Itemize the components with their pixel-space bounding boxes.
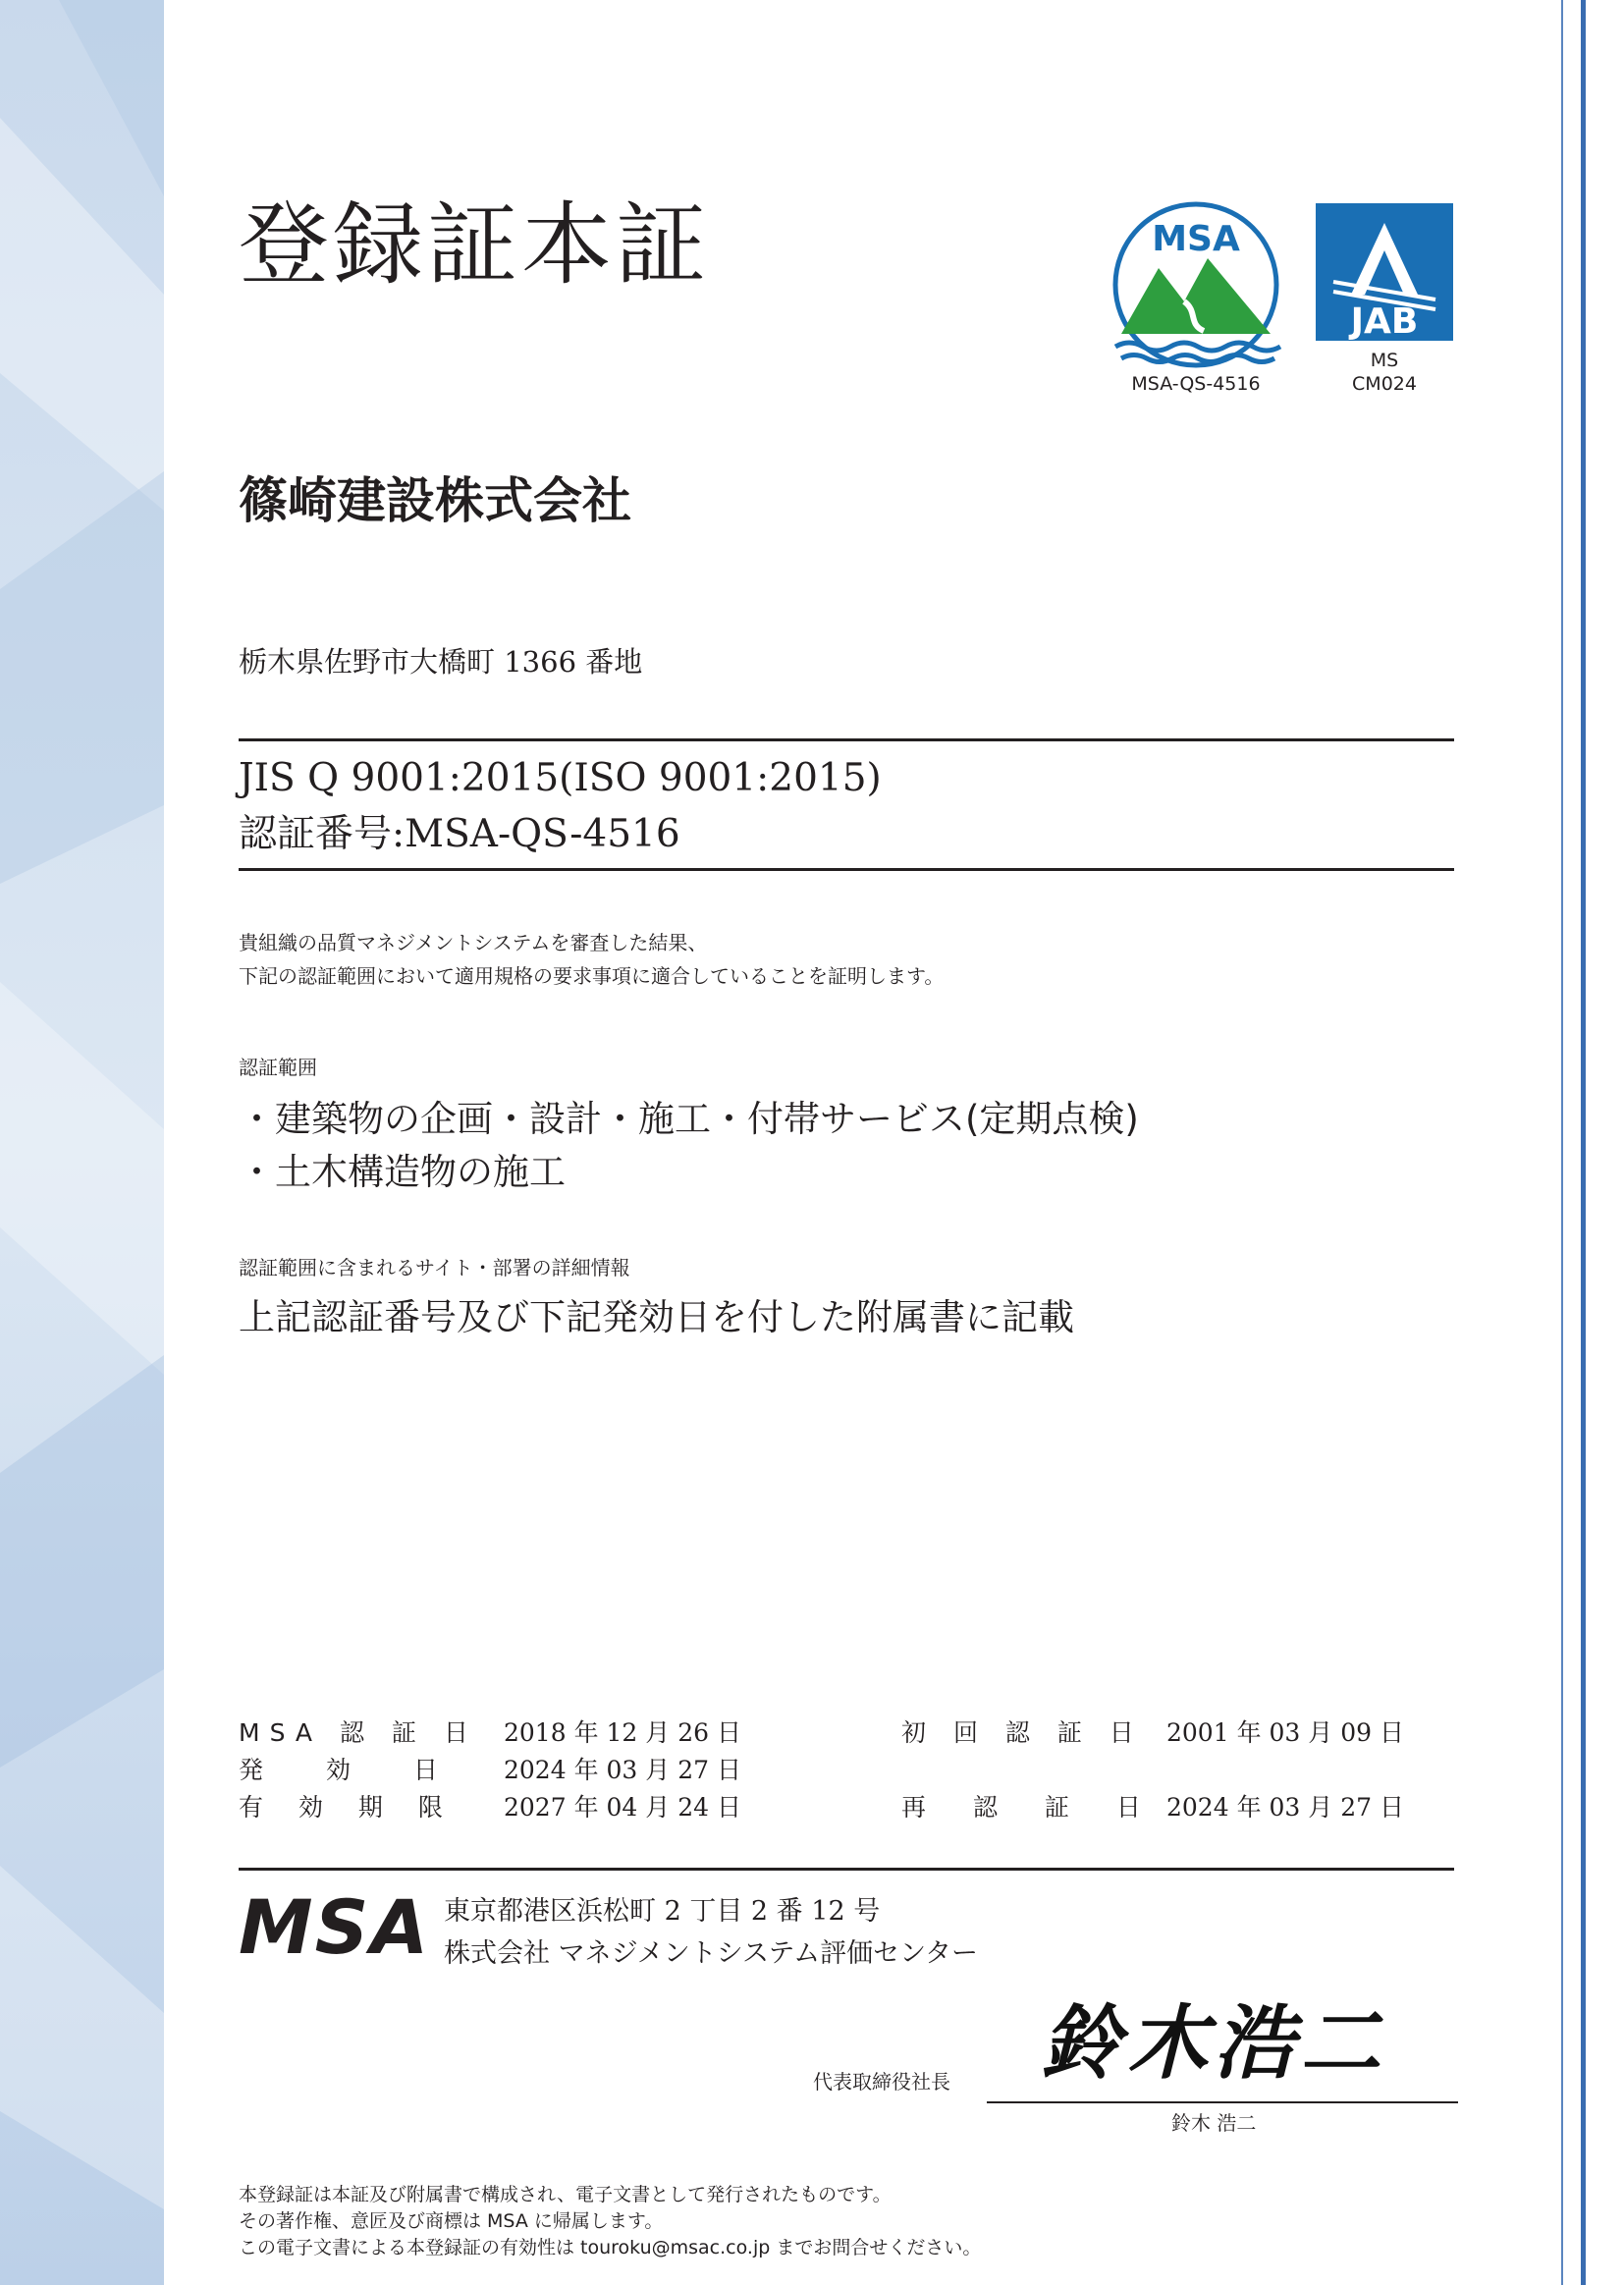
issuer-name: 株式会社 マネジメントシステム評価センター	[444, 1938, 978, 1969]
statement-line-1: 貴組織の品質マネジメントシステムを審査した結果、	[239, 931, 708, 954]
msa-cert-date-label: MSA 認 証 日	[239, 1718, 478, 1747]
effective-date-label: 発 効 日	[239, 1756, 465, 1784]
recert-date-value: 2024 年 03 月 27 日	[1166, 1793, 1404, 1822]
initial-cert-date-value: 2001 年 03 月 09 日	[1166, 1718, 1404, 1747]
signature-line	[987, 2101, 1458, 2103]
effective-date-value: 2024 年 03 月 27 日	[504, 1756, 741, 1784]
standard-name: JIS Q 9001:2015(ISO 9001:2015)	[239, 756, 882, 800]
jab-accreditation-logo	[1314, 201, 1457, 398]
msa-badge-caption: MSA-QS-4516	[1131, 373, 1261, 395]
issuer-address: 東京都港区浜松町 2 丁目 2 番 12 号	[444, 1896, 881, 1927]
issuer-logo: MSA	[239, 1883, 431, 1971]
divider-top	[239, 738, 1454, 741]
expiry-date-label: 有 効 期 限	[239, 1793, 457, 1822]
sites-label: 認証範囲に含まれるサイト・部署の詳細情報	[239, 1256, 630, 1279]
footer-line-3: この電子文書による本登録証の有効性は touroku@msac.co.jp までお問合せください。	[239, 2237, 982, 2258]
scope-item: ・建築物の企画・設計・施工・付帯サービス(定期点検)	[239, 1098, 1139, 1140]
signer-title: 代表取締役社長	[813, 2070, 950, 2094]
msa-badge-text: MSA	[1152, 219, 1240, 259]
document-title: 登録証本証	[239, 192, 711, 298]
signer-name: 鈴木 浩二	[1171, 2111, 1257, 2135]
initial-cert-date-label: 初 回 認 証 日	[901, 1718, 1144, 1747]
msa-certification-badge	[1108, 201, 1284, 398]
divider-bottom	[239, 868, 1454, 871]
jab-caption-ms: MS	[1370, 350, 1399, 371]
sites-text: 上記認証番号及び下記発効日を付した附属書に記載	[239, 1296, 1074, 1338]
footer-line-1: 本登録証は本証及び附属書で構成され、電子文書として発行されたものです。	[239, 2184, 892, 2205]
right-border-line-inner	[1561, 0, 1563, 2285]
company-name: 篠崎建設株式会社	[239, 472, 631, 529]
footer-line-2: その著作権、意匠及び商標は MSA に帰属します。	[239, 2210, 664, 2232]
scope-label: 認証範囲	[239, 1056, 317, 1079]
jab-caption-code: CM024	[1352, 373, 1417, 395]
recert-date-label: 再 認 証 日	[901, 1793, 1161, 1822]
msa-cert-date-value: 2018 年 12 月 26 日	[504, 1718, 741, 1747]
jab-logo-text: JAB	[1350, 301, 1419, 342]
statement-line-2: 下記の認証範囲において適用規格の要求事項に適合していることを証明します。	[239, 964, 945, 988]
scope-item: ・土木構造物の施工	[239, 1151, 566, 1193]
signature: 鈴木浩二	[1041, 1996, 1386, 2091]
expiry-date-value: 2027 年 04 月 24 日	[504, 1793, 741, 1822]
certificate-number: 認証番号:MSA-QS-4516	[239, 812, 680, 856]
company-address: 栃木県佐野市大橋町 1366 番地	[239, 645, 643, 679]
divider-issuer	[239, 1868, 1454, 1871]
decorative-left-band	[0, 0, 164, 2285]
right-border-line-outer	[1581, 0, 1586, 2285]
